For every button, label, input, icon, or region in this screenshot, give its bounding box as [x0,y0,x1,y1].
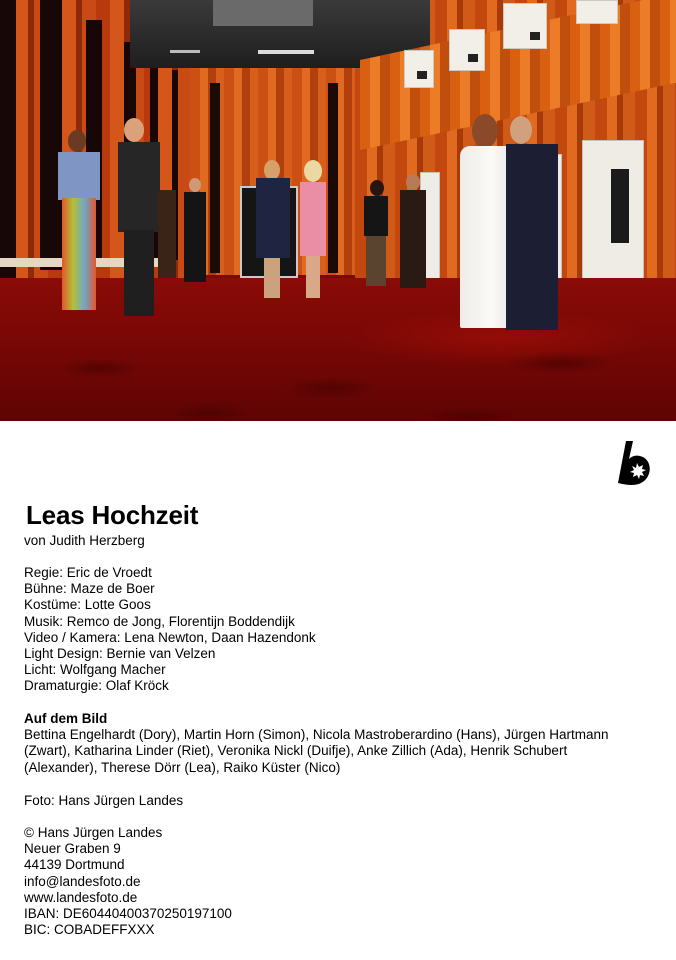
actor-woman-colorful-dress [54,128,104,316]
credit-video: Video / Kamera: Lena Newton, Daan Hazendonk [24,629,316,645]
production-credits [24,565,316,695]
actor-woman-navy-dress [254,160,292,300]
credit-light-design: Light Design: Bernie van Velzen [24,646,216,662]
actor-man-vest [398,174,428,288]
stage-door [582,140,644,294]
bic: BIC: COBADEFFXXX [24,922,155,938]
credit-light: Licht: Wolfgang Macher [24,662,166,678]
credit-dramaturgy: Dramaturgie: Olaf Kröck [24,678,169,694]
contact-block [24,825,232,938]
balcony-door [503,3,547,49]
balcony-door [576,0,618,24]
credit-direction: Regie: Eric de Vroedt [24,565,152,580]
author-line: von Judith Herzberg [24,533,145,548]
cast-section [24,711,664,776]
balcony-door [449,29,485,71]
actor-woman-pink-dress [298,160,328,300]
stage-photo [0,0,676,421]
website-link[interactable]: www.landesfoto.de [24,889,138,905]
email-link[interactable]: info@landesfoto.de [24,873,141,889]
credit-music: Musik: Remco de Jong, Florentijn Boddendijk [24,613,295,629]
balcony-door [404,50,434,88]
actor-tuxedo [182,176,208,282]
credit-stage: Bühne: Maze de Boer [24,581,155,597]
actor-background [158,182,176,278]
iban: IBAN: DE60440400370250197100 [24,906,232,922]
cast-heading: Auf dem Bild [24,711,108,726]
credit-costumes: Kostüme: Lotte Goos [24,597,151,613]
actor-groom [502,116,560,330]
address-city: 44139 Dortmund [24,857,125,873]
actor-man-glasses [114,116,162,320]
copyright-line: © Hans Jürgen Landes [24,825,163,840]
b-logo-icon [618,441,652,485]
cast-list: Bettina Engelhardt (Dory), Martin Horn (Simon), Nicola Mastroberardino (Hans), Jürgen Hartmann (Zwart), Katharina Linder (Riet), Veronika Nickl (Duifje), Anke Zillich (Ada), Henrik Schubert (Alexander), Therese Dörr (Lea), Raiko Küster (Nico) [24,727,609,775]
actor-woman-lace [362,180,390,288]
play-title: Leas Hochzeit [26,500,199,530]
photo-credit: Foto: Hans Jürgen Landes [24,793,184,808]
address-street: Neuer Graben 9 [24,841,121,857]
